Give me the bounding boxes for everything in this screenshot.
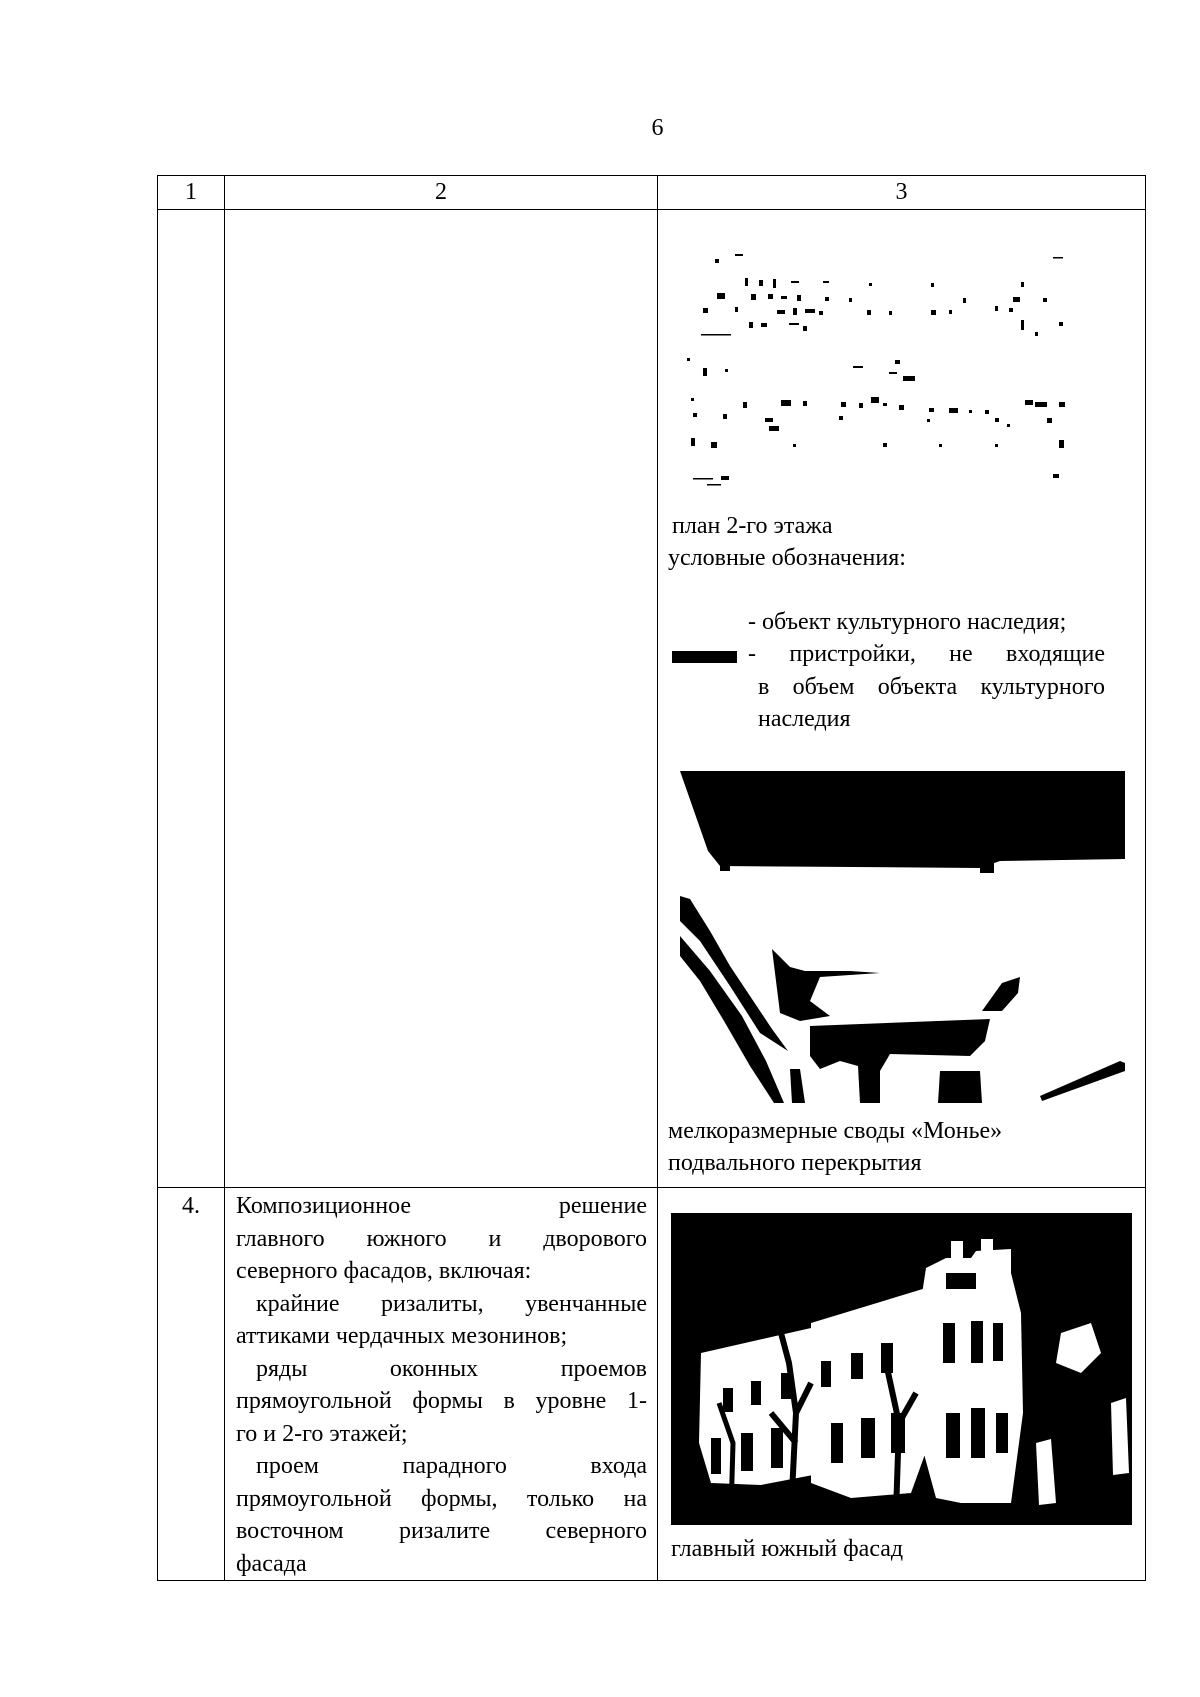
row1-description-cell: [225, 210, 658, 1188]
vaults-caption-line-2: подвального перекрытия: [668, 1150, 922, 1176]
description-line-7: прямоугольной формы в уровне 1-: [236, 1388, 647, 1414]
row2-description: [225, 1188, 657, 1580]
row2-number-cell: [158, 1188, 225, 1581]
floor-plan-caption: план 2-го этажа: [672, 513, 833, 539]
description-line-8: го и 2-го этажей;: [236, 1420, 408, 1447]
description-line-3: северного фасадов, включая:: [236, 1258, 532, 1284]
south-facade-photo-image: [671, 1213, 1132, 1525]
description-line-11: восточном ризалите северного: [236, 1518, 647, 1544]
legend-item-annexes-line-3: наследия: [758, 706, 851, 732]
header-col-3: 3: [658, 176, 1146, 210]
page-number: 6: [651, 115, 664, 141]
description-line-4: крайние ризалиты, увенчанные: [256, 1290, 647, 1317]
table-row: [158, 210, 1146, 1188]
row2-number: 4.: [182, 1193, 200, 1219]
legend-swatch-black: [672, 651, 737, 663]
description-line-10: прямоугольной формы, только на: [236, 1485, 647, 1512]
legend-item-annexes: [748, 638, 1105, 736]
document-table: [157, 175, 1146, 1581]
legend-title: условные обозначения:: [668, 545, 906, 571]
legend-item-heritage: - объект культурного наследия;: [748, 609, 1067, 635]
description-line-2: главного южного и дворового: [236, 1225, 647, 1252]
description-line-9: проем парадного входа: [256, 1453, 647, 1479]
row1-number-cell: [158, 210, 225, 1188]
table-header-row: [158, 176, 1146, 210]
legend-item-annexes-line-1: - пристройки, не входящие: [748, 641, 1105, 667]
south-facade-caption: главный южный фасад: [671, 1536, 904, 1562]
vaults-photo-image: [680, 771, 1125, 1103]
description-line-12: фасада: [236, 1550, 307, 1577]
header-col-1: 1: [158, 176, 225, 210]
table-row: [158, 1188, 1146, 1581]
legend-item-annexes-line-2: в объем объекта культурного: [758, 673, 1105, 700]
description-line-6: ряды оконных проемов: [256, 1355, 647, 1382]
description-line-1: Композиционное решение: [236, 1193, 647, 1219]
header-col-2: 2: [225, 176, 658, 210]
vaults-caption-line-1: мелкоразмерные своды «Монье»: [668, 1118, 1003, 1144]
row2-description-cell: [225, 1188, 658, 1581]
row2-illustration-cell: [658, 1188, 1146, 1581]
row1-illustration-cell: [658, 210, 1146, 1188]
description-line-5: аттиками чердачных мезонинов;: [236, 1323, 568, 1349]
floor-plan-image: [673, 248, 1093, 493]
